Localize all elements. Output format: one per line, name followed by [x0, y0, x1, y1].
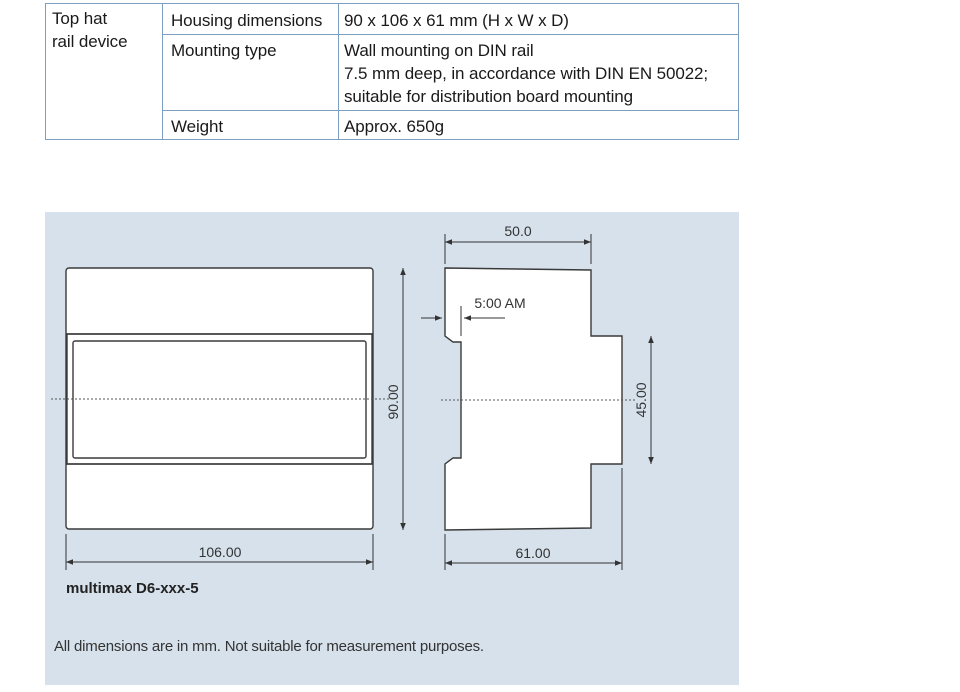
- group-label-line: rail device: [52, 32, 128, 51]
- side-top-label: 50.0: [504, 223, 532, 239]
- dimension-drawing-panel: [45, 212, 739, 685]
- spec-table: [45, 3, 739, 140]
- table-row-value: [344, 115, 444, 138]
- device-model-label: multimax D6-xxx-5: [66, 580, 199, 597]
- table-divider: [162, 4, 163, 139]
- group-label-line: Top hat: [52, 9, 108, 28]
- table-group-label: [52, 7, 127, 53]
- dimension-drawing: [45, 212, 739, 685]
- table-divider: [162, 110, 739, 111]
- table-row-name: Weight: [171, 117, 224, 136]
- value-line: 90 x 106 x 61 mm (H x W x D): [344, 11, 569, 30]
- value-line: 7.5 mm deep, in accordance with DIN EN 50022;: [344, 64, 709, 83]
- side-depth-label: 61.00: [515, 545, 551, 561]
- value-line: Wall mounting on DIN rail: [344, 41, 534, 60]
- table-row-value: [344, 9, 569, 32]
- side-housing-profile: [445, 268, 622, 530]
- dimension-footnote: All dimensions are in mm. Not suitable for measurement purposes.: [54, 638, 484, 655]
- value-line: Approx. 650g: [344, 117, 444, 136]
- table-divider: [338, 4, 339, 139]
- front-height-label: 90.00: [385, 384, 401, 420]
- value-line: suitable for distribution board mounting: [344, 87, 633, 106]
- table-row-name: Mounting type: [171, 41, 277, 60]
- table-row-name: Housing dimensions: [171, 11, 323, 30]
- table-row-value: [344, 39, 708, 108]
- side-notch-label: 5:00 AM: [474, 295, 526, 311]
- front-width-label: 106.00: [198, 544, 242, 560]
- table-divider: [162, 34, 739, 35]
- side-height-label: 45.00: [633, 382, 649, 418]
